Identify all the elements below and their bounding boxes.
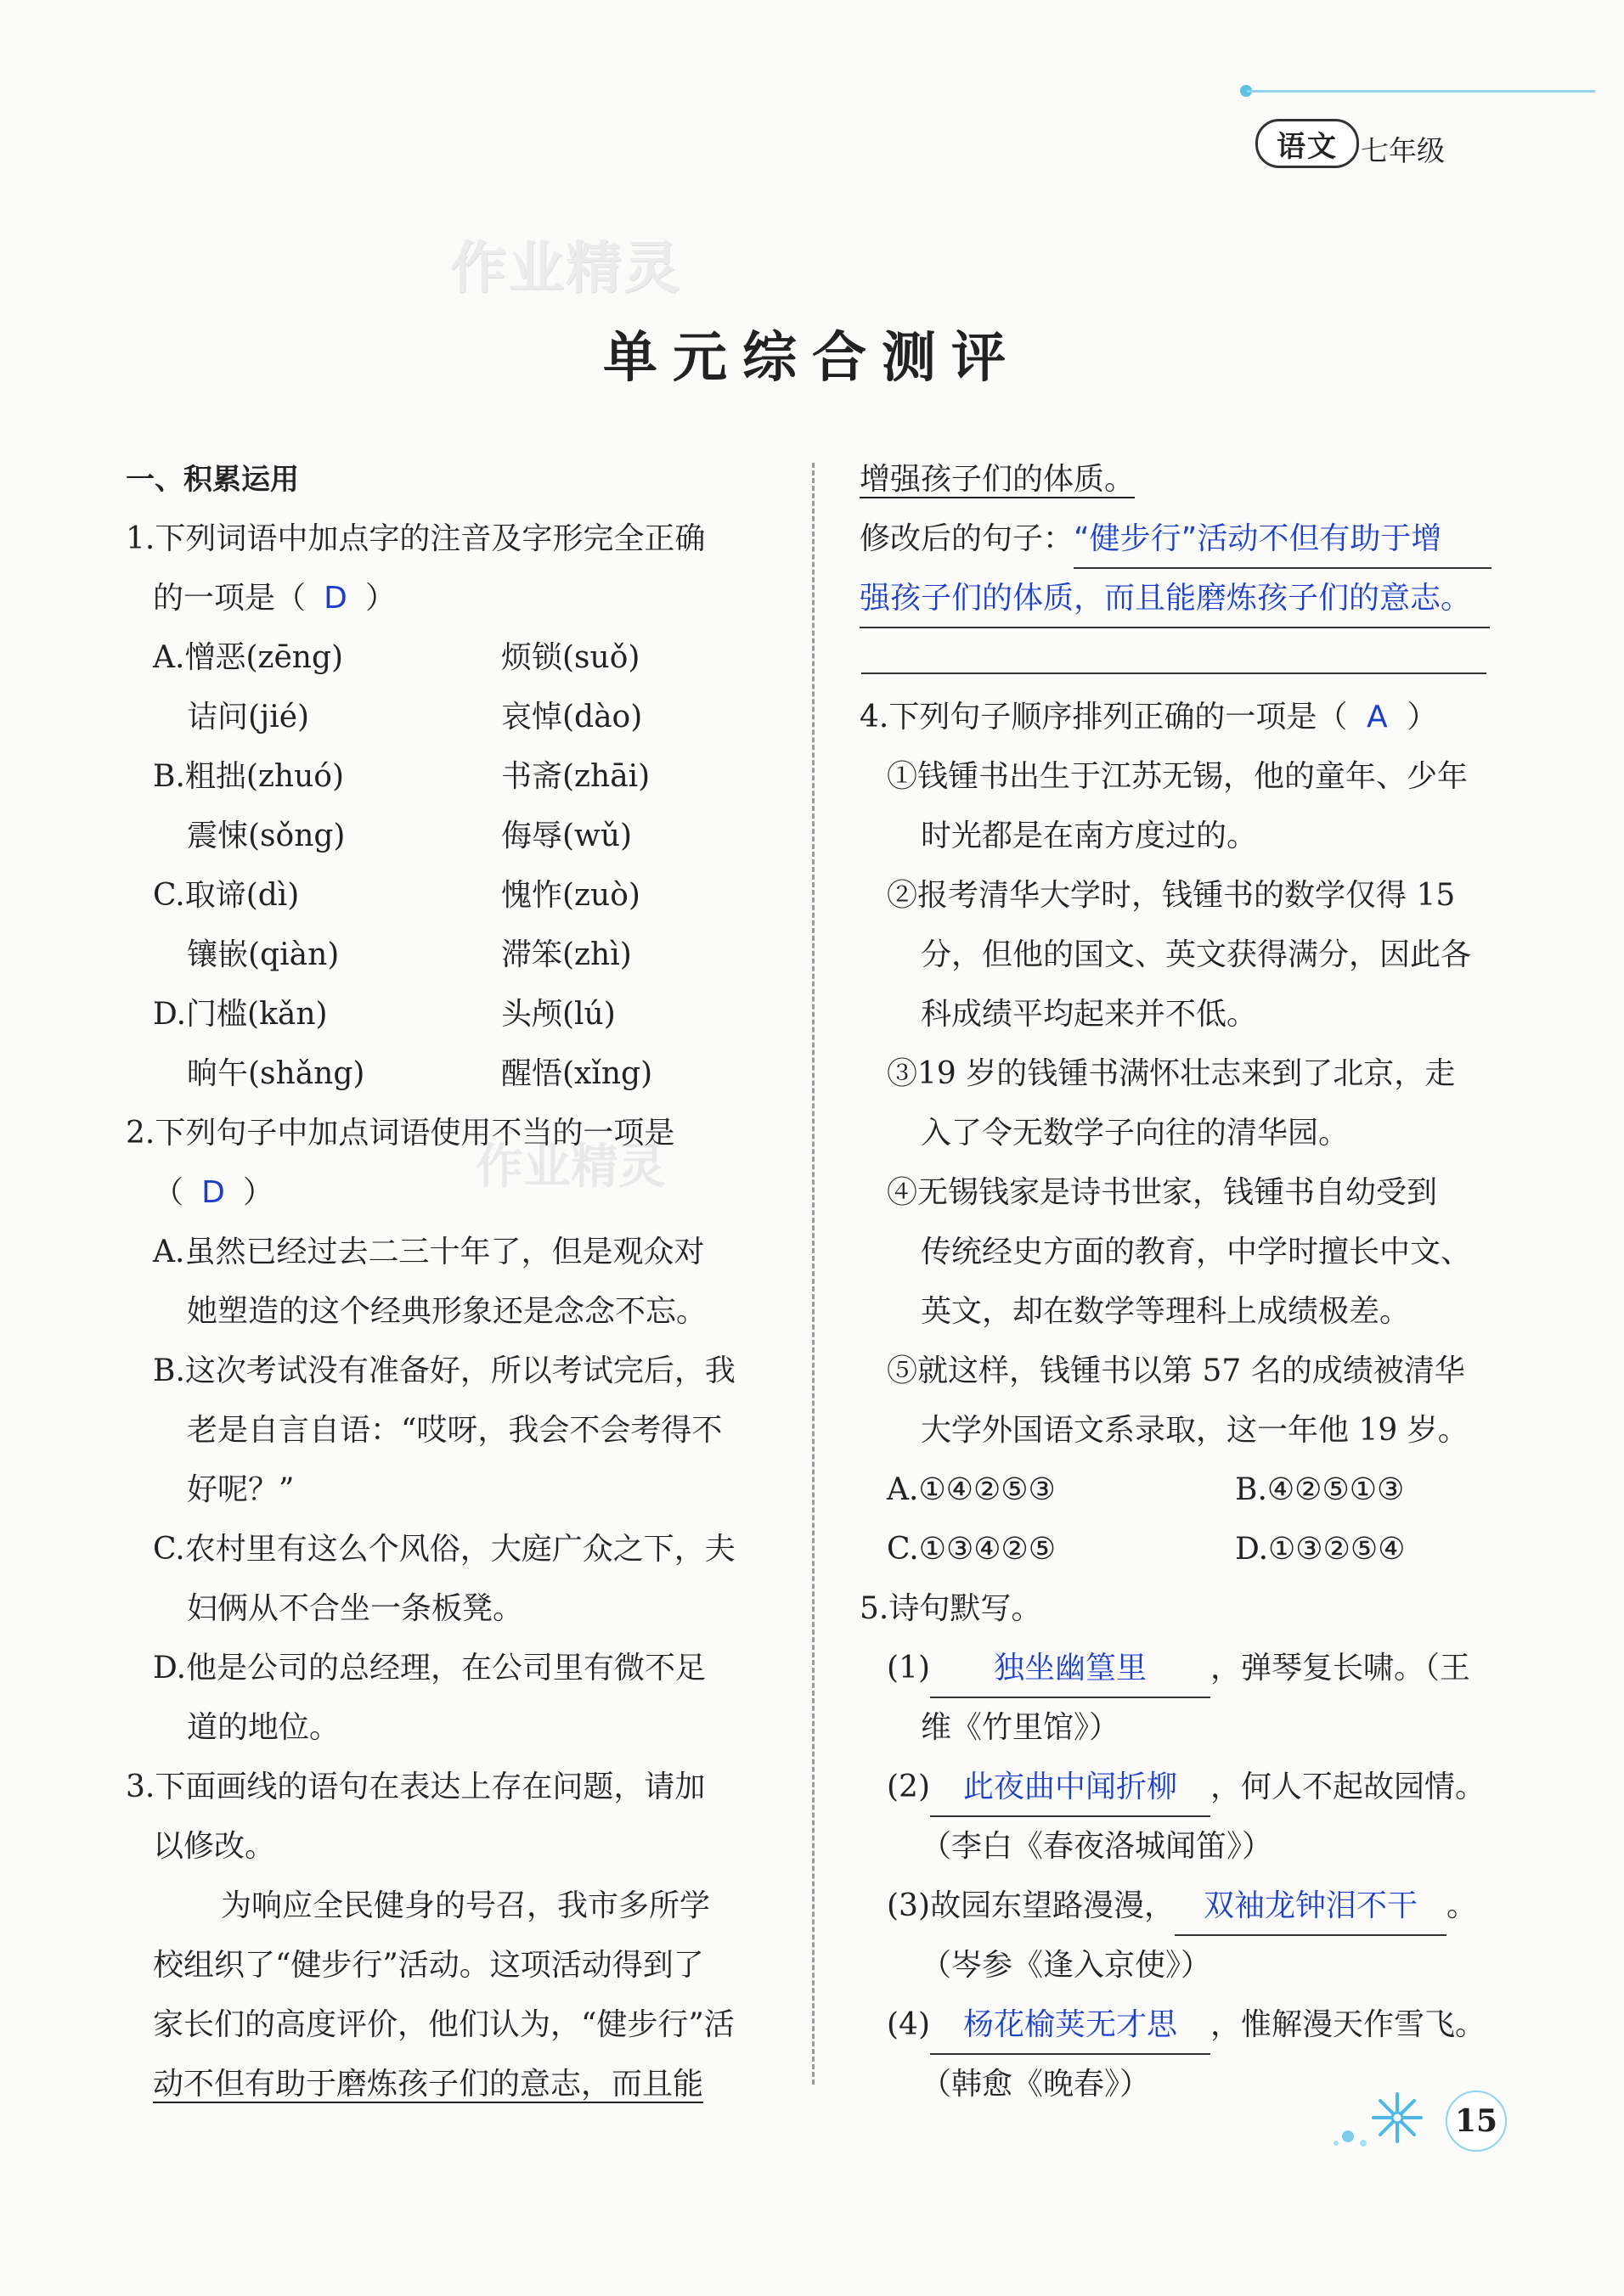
watermark-text: 作业精灵 (450, 235, 681, 301)
q1-stem-line2 (126, 569, 788, 628)
q5-item-1 (860, 1639, 1514, 1698)
q3-underlined-text: 动不但有助于磨炼孩子们的意志，而且能 (153, 2067, 704, 2102)
q4-sentence-line: ④无锡钱家是诗书世家，钱锺书自幼受到 (887, 1175, 1438, 1210)
q4-option-row (860, 1460, 1514, 1520)
header-rule (1247, 90, 1595, 93)
q4-sentence-line: ⑤就这样，钱锺书以第 57 名的成绩被清华 (887, 1353, 1465, 1388)
q5-item-text: ，弹琴复长啸。（王 (1210, 1651, 1471, 1685)
q4-sentence-line: 大学外国语文系录取，这一年他 19 岁。 (921, 1413, 1469, 1448)
subject-badge: 语文 (1255, 119, 1359, 168)
q5-item-4 (860, 1995, 1514, 2055)
q5-answer-1[interactable]: 独坐幽篁里 (930, 1647, 1210, 1698)
q2-stem-line1: 2.下列句子中加点词语使用不当的一项是 (126, 1116, 675, 1151)
q5-item-text: 。 (1446, 1888, 1478, 1923)
q3-passage-line (126, 2055, 788, 2114)
q3-passage-line: 校组织了“健步行”活动。这项活动得到了 (153, 1948, 704, 1983)
q1-option-row (126, 807, 788, 866)
q4-sentence-line: 入了令无数学子向往的清华园。 (921, 1116, 1350, 1151)
q5-item-4-source: （韩愈《晚春》） (921, 2067, 1151, 2102)
q2-option-line: 道的地位。 (187, 1710, 341, 1745)
q1-option: 头颅(lú) (501, 997, 616, 1032)
left-column (126, 450, 788, 2114)
q5-item-2 (860, 1758, 1514, 1817)
q5-item-text: ，惟解漫天作雪飞。 (1210, 2007, 1486, 2042)
q3-passage-continued (860, 450, 1514, 509)
q5-answer-3[interactable]: 双袖龙钟泪不干 (1175, 1885, 1446, 1936)
q3-stem-line2: 以修改。 (153, 1829, 276, 1864)
q1-option: 烦锁(suǒ) (501, 640, 640, 675)
q1-option-row (126, 1044, 788, 1104)
q1-stem-text: 的一项是（ (153, 581, 307, 616)
revised-answer-2[interactable]: 强孩子们的体质，而且能磨炼孩子们的意志。 (860, 577, 1490, 628)
answer-rule[interactable] (861, 672, 1486, 674)
q4-stem-text: 4.下列句子顺序排列正确的一项是（ (860, 700, 1348, 734)
q1-option: D.门槛(kǎn) (153, 997, 328, 1032)
q4-option: C.①③④②⑤ (887, 1532, 1057, 1567)
q5-item-2-source: （李白《春夜洛城闻笛》） (921, 1829, 1273, 1864)
q5-answer-4[interactable]: 杨花榆荚无才思 (930, 2004, 1210, 2055)
q3-stem-line1: 3.下面画线的语句在表达上存在问题，请加 (126, 1770, 706, 1804)
q5-item-prefix: 故园东望路漫漫， (930, 1888, 1176, 1923)
q4-sentence-line: 科成绩平均起来并不低。 (921, 997, 1258, 1032)
q5-item-3 (860, 1877, 1514, 1936)
q1-stem-line1: 1.下列词语中加点字的注音及字形完全正确 (126, 521, 706, 556)
q4-stem-close: ） (1407, 700, 1438, 734)
flower-decoration-icon (1329, 2087, 1440, 2155)
q5-item-number: (3) (887, 1888, 930, 1923)
q5-item-number: (1) (887, 1651, 930, 1685)
q3-underlined-text-cont: 增强孩子们的体质。 (860, 462, 1136, 497)
page-title: 单元综合测评 (603, 326, 1021, 390)
q3-passage-line: 为响应全民健身的号召，我市多所学 (221, 1888, 711, 1923)
q2-option-line: A.虽然已经过去二三十年了，但是观众对 (153, 1235, 705, 1269)
q1-option: 诘问(jié) (187, 700, 310, 734)
q1-option: C.取谛(dì) (153, 878, 300, 913)
q1-option: 醒悟(xǐng) (501, 1056, 653, 1091)
q1-option: A.憎恶(zēng) (153, 640, 344, 675)
page-number: 15 (1446, 2091, 1507, 2152)
q4-sentence-line: 时光都是在南方度过的。 (921, 819, 1258, 853)
q4-sentence-line: 传统经史方面的教育，中学时擅长中文、 (921, 1235, 1472, 1269)
q1-option: 愧怍(zuò) (501, 878, 640, 913)
q2-option-line: 老是自言自语：“哎呀，我会不会考得不 (187, 1413, 723, 1448)
q1-option: 镶嵌(qiàn) (187, 937, 340, 972)
q2-stem-close: ） (243, 1175, 274, 1210)
q2-stem-line2 (126, 1163, 788, 1223)
q5-item-3-source: （岑参《逢入京使》） (921, 1948, 1212, 1983)
grade-label: 七年级 (1361, 134, 1445, 167)
q4-stem (860, 688, 1514, 747)
q1-option: B.粗拙(zhuó) (153, 759, 345, 794)
q1-option-row (126, 926, 788, 985)
q5-item-text: ，何人不起故园情。 (1210, 1770, 1486, 1804)
q4-sentence-line: ②报考清华大学时，钱锺书的数学仅得 15 (887, 878, 1456, 913)
q1-option-row (126, 628, 788, 688)
q3-revised-line1 (860, 509, 1514, 569)
q4-option-row (860, 1520, 1514, 1579)
revised-label: 修改后的句子： (860, 521, 1074, 556)
q2-option-line: 妇俩从不合坐一条板凳。 (187, 1591, 524, 1626)
q2-option-line: C.农村里有这么个风俗，大庭广众之下，夫 (153, 1532, 736, 1567)
q5-item-number: (2) (887, 1770, 930, 1804)
q1-option-row (126, 985, 788, 1044)
q3-revised-line2 (860, 569, 1514, 628)
q1-option: 书斋(zhāi) (501, 759, 651, 794)
q3-blank-line (860, 628, 1514, 688)
q2-option-line: 好呢？” (187, 1472, 295, 1507)
q4-sentence-line: 英文，却在数学等理科上成绩极差。 (921, 1294, 1411, 1329)
q1-option: 晌午(shǎng) (187, 1056, 365, 1091)
q2-stem-text: （ (153, 1175, 184, 1210)
q3-passage-line: 家长们的高度评价，他们认为，“健步行”活 (153, 2007, 735, 2042)
column-divider (812, 463, 815, 2085)
q1-option: 侮辱(wǔ) (501, 819, 633, 853)
right-column (860, 450, 1514, 2114)
q4-option: D.①③②⑤④ (1235, 1532, 1406, 1567)
q1-option-row (126, 747, 788, 807)
q4-sentence-line: 分，但他的国文、英文获得满分，因此各 (921, 937, 1472, 972)
q4-sentence-line: ③19 岁的钱锺书满怀壮志来到了北京，走 (887, 1056, 1456, 1091)
q2-option-line: D.他是公司的总经理，在公司里有微不足 (153, 1651, 707, 1685)
q1-option-row (126, 688, 788, 747)
q5-answer-2[interactable]: 此夜曲中闻折柳 (930, 1766, 1210, 1817)
q1-stem-close: ） (365, 581, 397, 616)
q5-item-1-source: 维《竹里馆》） (921, 1710, 1120, 1745)
q1-answer: D (324, 581, 347, 616)
watermark-text-faint: 作业精灵 (476, 1140, 666, 1195)
q1-option: 滞笨(zhì) (501, 937, 632, 972)
q1-option-row (126, 866, 788, 926)
q2-answer: D (201, 1175, 225, 1210)
q4-option: B.④②⑤①③ (1235, 1472, 1405, 1507)
q5-title: 5.诗句默写。 (860, 1591, 1042, 1626)
q4-option: A.①④②⑤③ (887, 1472, 1056, 1507)
q4-sentence-line: ①钱锺书出生于江苏无锡，他的童年、少年 (887, 759, 1469, 794)
section-heading: 一、积累运用 (126, 463, 299, 497)
q4-answer: A (1367, 700, 1388, 734)
q2-option-line: B.这次考试没有准备好，所以考试完后，我 (153, 1353, 736, 1388)
q1-option: 震悚(sǒng) (187, 819, 346, 853)
q1-option: 哀悼(dào) (501, 700, 643, 734)
revised-answer-1[interactable]: “健步行”活动不但有助于增 (1074, 518, 1491, 569)
q2-option-line: 她塑造的这个经典形象还是念念不忘。 (187, 1294, 708, 1329)
q5-item-number: (4) (887, 2007, 930, 2042)
